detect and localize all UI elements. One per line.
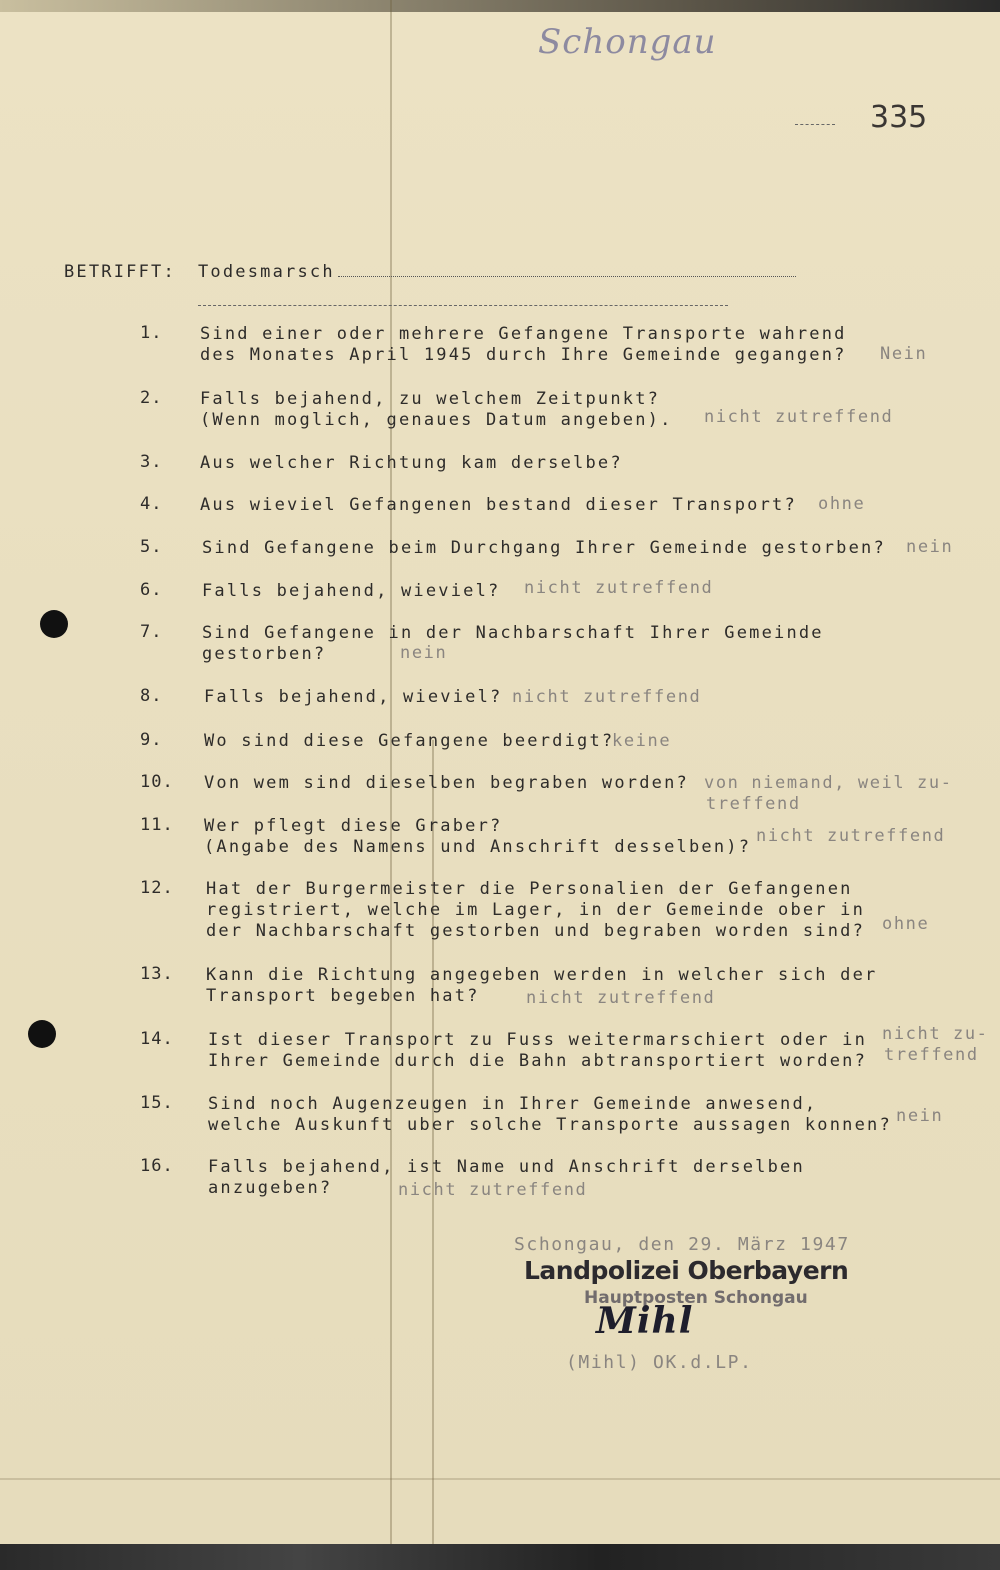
question-number: 1. — [140, 323, 163, 343]
question-line: Sind einer oder mehrere Gefangene Transporte wahrend — [200, 324, 847, 344]
answer-text: nicht zutreffend — [398, 1180, 588, 1200]
question-text — [200, 324, 847, 366]
answer-text-continued: treffend — [706, 794, 801, 814]
question-number: 7. — [140, 622, 163, 642]
question-text — [206, 879, 865, 942]
question-number: 15. — [140, 1093, 174, 1113]
police-stamp: Landpolizei Oberbayern — [524, 1256, 849, 1285]
question-line: Aus welcher Richtung kam derselbe? — [200, 453, 623, 473]
question-line: Falls bejahend, zu welchem Zeitpunkt? — [200, 389, 661, 409]
question-line: registriert, welche im Lager, in der Gemeinde ober in — [206, 900, 866, 920]
question-line: Hat der Burgermeister die Personalien der Gefangenen — [206, 879, 853, 899]
fold-line-vertical-lower — [432, 740, 434, 1544]
question-number: 8. — [140, 686, 163, 706]
question-line: Falls bejahend, wieviel? — [204, 687, 503, 707]
question-line: Ihrer Gemeinde durch die Bahn abtransportiert worden? — [208, 1051, 868, 1071]
question-line: Wer pflegt diese Graber? — [204, 816, 503, 836]
question-text — [204, 687, 502, 708]
question-line: Ist dieser Transport zu Fuss weitermarschiert oder in — [208, 1030, 868, 1050]
answer-text-continued: treffend — [884, 1045, 979, 1065]
answer-text: nicht zutreffend — [524, 578, 714, 598]
subject-underline — [198, 305, 728, 306]
question-number: 2. — [140, 388, 163, 408]
question-text — [202, 581, 500, 602]
question-text — [202, 538, 886, 559]
answer-text: nicht zutreffend — [704, 407, 894, 427]
question-text — [200, 389, 673, 431]
fold-line-vertical — [390, 0, 392, 1544]
signatory-name: (Mihl) OK.d.LP. — [566, 1352, 753, 1373]
answer-text: ohne — [818, 494, 866, 514]
question-number: 16. — [140, 1156, 174, 1176]
answer-text: ohne — [882, 914, 930, 934]
signature: Mihl — [596, 1300, 694, 1342]
number-prefix-mark — [795, 124, 835, 125]
scan-top-edge — [0, 0, 1000, 12]
question-line: Transport begeben hat? — [206, 986, 480, 1006]
punch-hole-lower — [28, 1020, 56, 1048]
question-text — [200, 453, 623, 474]
question-line: (Angabe des Namens und Anschrift desselben)? — [204, 837, 752, 857]
question-number: 3. — [140, 452, 163, 472]
handwritten-place-name: Schongau — [538, 22, 717, 62]
scan-bottom-edge — [0, 1544, 1000, 1570]
question-line: Aus wieviel Gefangenen bestand dieser Transport? — [200, 495, 797, 515]
question-text — [200, 495, 797, 516]
answer-text: nicht zu- — [882, 1024, 989, 1044]
answer-text: nein — [400, 643, 448, 663]
place-date: Schongau, den 29. März 1947 — [514, 1234, 850, 1255]
answer-text: nicht zutreffend — [756, 826, 946, 846]
question-text — [202, 623, 824, 665]
question-text — [204, 773, 689, 794]
question-line: des Monates April 1945 durch Ihre Gemeinde gegangen? — [200, 345, 847, 365]
question-number: 4. — [140, 494, 163, 514]
subject-value: Todesmarsch — [198, 262, 335, 282]
answer-text: Nein — [880, 344, 928, 364]
question-line: welche Auskunft uber solche Transporte aussagen konnen? — [208, 1115, 892, 1135]
punch-hole-upper — [40, 610, 68, 638]
question-line: Sind Gefangene in der Nachbarschaft Ihrer Gemeinde — [202, 623, 824, 643]
answer-text: nein — [896, 1106, 944, 1126]
question-number: 11. — [140, 815, 174, 835]
question-number: 13. — [140, 964, 174, 984]
answer-text: nein — [906, 537, 954, 557]
question-line: Wo sind diese Gefangene beerdigt? — [204, 731, 615, 751]
question-line: Falls bejahend, ist Name und Anschrift derselben — [208, 1157, 805, 1177]
subject-label: BETRIFFT: — [64, 262, 176, 282]
fold-line-horizontal — [0, 1478, 1000, 1480]
police-stamp-subline: Hauptposten Schongau — [584, 1288, 808, 1308]
question-line: gestorben? — [202, 644, 327, 664]
question-line: Falls bejahend, wieviel? — [202, 581, 501, 601]
answer-text: keine — [612, 731, 672, 751]
question-line: anzugeben? — [208, 1178, 333, 1198]
question-line: Sind Gefangene beim Durchgang Ihrer Gemeinde gestorben? — [202, 538, 886, 558]
question-number: 6. — [140, 580, 163, 600]
question-line: Von wem sind dieselben begraben worden? — [204, 773, 689, 793]
document-number: 335 — [870, 100, 928, 135]
question-number: 12. — [140, 878, 174, 898]
question-line: (Wenn moglich, genaues Datum angeben). — [200, 410, 673, 430]
subject-dotted-line — [338, 276, 796, 277]
answer-text: nicht zutreffend — [526, 988, 716, 1008]
question-text — [204, 731, 614, 752]
question-number: 10. — [140, 772, 174, 792]
question-line: Kann die Richtung angegeben werden in welcher sich der — [206, 965, 878, 985]
answer-text: von niemand, weil zu- — [704, 773, 953, 793]
question-number: 14. — [140, 1029, 174, 1049]
question-line: Sind noch Augenzeugen in Ihrer Gemeinde anwesend, — [208, 1094, 818, 1114]
question-text — [208, 1030, 867, 1072]
answer-text: nicht zutreffend — [512, 687, 702, 707]
question-number: 9. — [140, 730, 163, 750]
question-text — [208, 1094, 892, 1136]
question-line: der Nachbarschaft gestorben und begraben worden sind? — [206, 921, 866, 941]
question-text — [204, 816, 751, 858]
question-number: 5. — [140, 537, 163, 557]
